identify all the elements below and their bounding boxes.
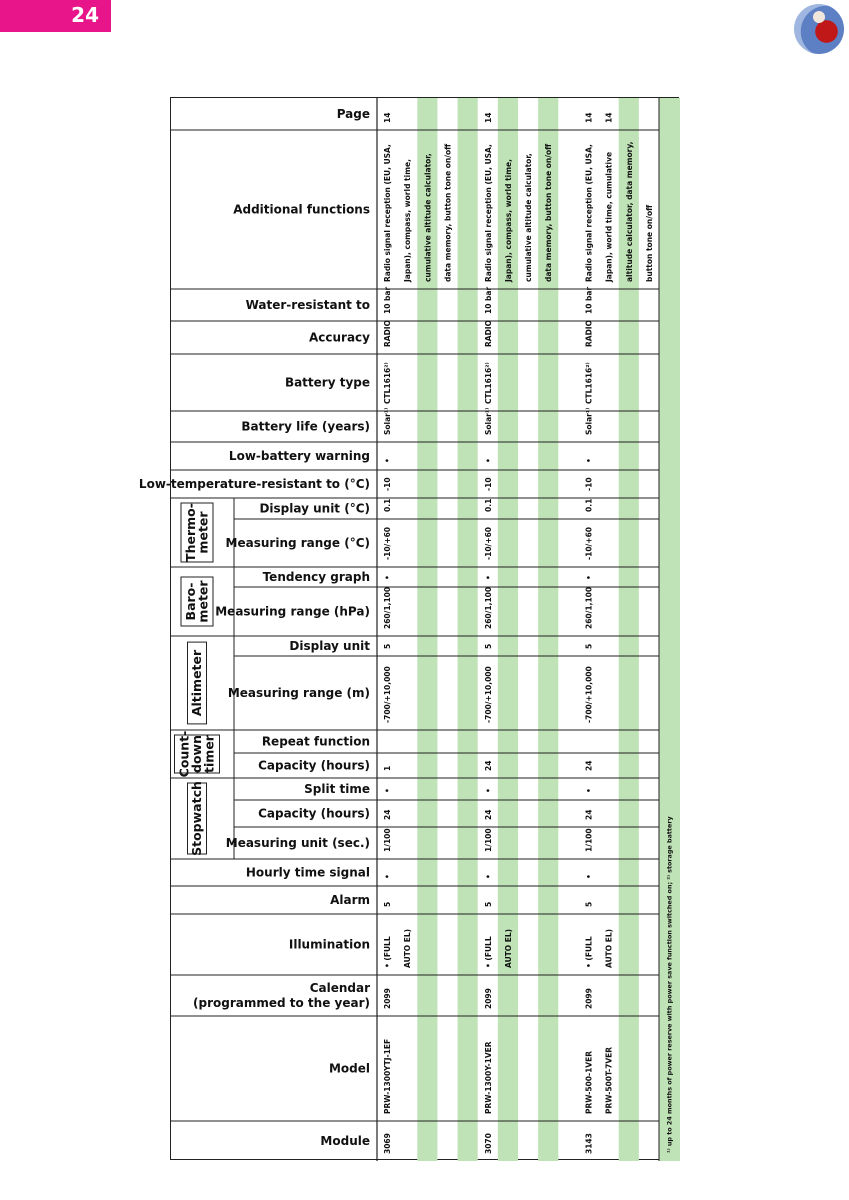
- cell-value: -10: [584, 477, 594, 491]
- cell-value: •: [383, 874, 393, 879]
- group-label: Count-: [176, 730, 192, 778]
- row-label: Repeat function: [261, 734, 370, 749]
- cell-value: RADIO: [584, 320, 594, 347]
- group-label: down: [189, 735, 204, 773]
- cell-value: Japan), compass, world time,: [503, 159, 513, 282]
- cell-value: 10 bar: [483, 286, 493, 314]
- spec-table-svg: [138, 98, 680, 1161]
- footnote: ¹⁾ up to 24 months of power reserve with power save function switched on; ²⁾ storage battery: [665, 816, 674, 1153]
- row-label: Alarm: [330, 893, 370, 907]
- cell-value: •: [483, 575, 493, 580]
- row-label: Capacity (hours): [258, 806, 370, 821]
- row-label: Display unit: [289, 639, 370, 653]
- cell-value: •: [383, 458, 393, 463]
- cell-value: 10 bar: [383, 286, 393, 314]
- cell-value: •: [584, 458, 594, 463]
- cell-value: 10 bar: [584, 286, 594, 314]
- cell-value: Japan), compass, world time,: [403, 159, 413, 282]
- cell-value: RADIO: [383, 320, 393, 347]
- green-column: [458, 98, 478, 1161]
- cell-value: -10/+60: [383, 526, 393, 560]
- page-number-tab: [0, 0, 111, 32]
- cell-value: 3143: [584, 1133, 594, 1154]
- row-label: Calendar: [309, 981, 370, 995]
- cell-value: 14: [584, 112, 594, 123]
- brand-logo-icon: [794, 4, 844, 54]
- cell-value: CTL1616²⁾: [483, 362, 493, 404]
- cell-value: 1/100: [383, 828, 393, 852]
- cell-value: AUTO EL): [604, 928, 614, 968]
- cell-value: RADIO: [483, 320, 493, 347]
- cell-value: 24: [383, 809, 393, 820]
- cell-value: •: [383, 788, 393, 793]
- cell-value: 24: [584, 809, 594, 820]
- cell-value: CTL1616²⁾: [584, 362, 594, 404]
- cell-value: data memory, button tone on/off: [544, 143, 554, 282]
- cell-value: AUTO EL): [403, 928, 413, 968]
- row-label: Battery life (years): [241, 419, 370, 434]
- cell-value: 1: [383, 765, 393, 771]
- row-label: Module: [320, 1134, 370, 1148]
- cell-value: CTL1616²⁾: [383, 362, 393, 404]
- cell-value: Radio signal reception (EU, USA,: [483, 144, 493, 282]
- cell-value: •: [483, 458, 493, 463]
- group-label: Baro-: [182, 582, 198, 621]
- row-label: Model: [328, 1061, 370, 1076]
- cell-value: •: [584, 788, 594, 793]
- cell-value: PRW-1300YTJ-1EF: [383, 1038, 393, 1114]
- cell-value: •: [584, 874, 594, 879]
- cell-value: 5: [383, 901, 393, 907]
- row-label: Hourly time signal: [245, 865, 370, 880]
- row-label: Water-resistant to: [245, 298, 370, 312]
- row-label: Tendency graph: [262, 570, 370, 584]
- cell-value: -700/+10,000: [483, 666, 493, 723]
- cell-value: cumulative altitude calculator,: [423, 153, 433, 282]
- cell-value: 5: [383, 643, 393, 649]
- cell-value: 2099: [383, 988, 393, 1009]
- group-label: Altimeter: [189, 649, 204, 717]
- cell-value: button tone on/off: [644, 204, 654, 282]
- cell-value: -700/+10,000: [584, 666, 594, 723]
- cell-value: 24: [483, 760, 493, 771]
- page-number: 24: [71, 3, 99, 27]
- row-label: Low-temperature-resistant to (°C): [138, 477, 370, 491]
- cell-value: -10: [483, 477, 493, 491]
- cell-value: 2099: [584, 988, 594, 1009]
- cell-value: -10: [383, 477, 393, 491]
- cell-value: 1/100: [584, 828, 594, 852]
- cell-value: 14: [383, 112, 393, 123]
- group-label: meter: [195, 511, 211, 554]
- row-label: Measuring range (hPa): [215, 604, 370, 619]
- row-label: Display unit (°C): [259, 501, 370, 516]
- cell-value: Radio signal reception (EU, USA,: [584, 144, 594, 282]
- cell-value: Radio signal reception (EU, USA,: [383, 144, 393, 282]
- row-label: Low-battery warning: [228, 449, 370, 463]
- row-label: Illumination: [288, 937, 370, 952]
- cell-value: • (FULL: [483, 936, 493, 968]
- cell-value: 2099: [483, 988, 493, 1009]
- cell-value: •: [483, 874, 493, 879]
- cell-value: cumulative altitude calculator,: [524, 153, 534, 282]
- row-label: Measuring range (°C): [225, 536, 370, 550]
- cell-value: 0.1: [483, 498, 493, 512]
- cell-value: 5: [483, 901, 493, 907]
- row-label: Additional functions: [233, 202, 370, 217]
- cell-value: Japan), world time, cumulative: [604, 151, 614, 282]
- row-label: Battery type: [284, 375, 370, 390]
- cell-value: -10/+60: [483, 526, 493, 560]
- cell-value: •: [483, 788, 493, 793]
- cell-value: 260/1,100: [383, 586, 393, 629]
- cell-value: 3070: [483, 1133, 493, 1154]
- row-label: Accuracy: [308, 330, 370, 345]
- cell-value: 0.1: [383, 498, 393, 512]
- cell-value: AUTO EL): [503, 928, 513, 968]
- cell-value: 14: [483, 112, 493, 123]
- cell-value: 260/1,100: [483, 586, 493, 629]
- cell-value: 5: [584, 901, 594, 907]
- cell-value: 24: [483, 809, 493, 820]
- row-label: Page: [336, 107, 370, 121]
- cell-value: •: [383, 575, 393, 580]
- cell-value: • (FULL: [383, 936, 393, 968]
- row-label: Split time: [304, 782, 370, 796]
- cell-value: 260/1,100: [584, 586, 594, 629]
- row-label: Measuring unit (sec.): [225, 836, 370, 850]
- cell-value: 1/100: [483, 828, 493, 852]
- row-label: Measuring range (m): [227, 686, 370, 700]
- cell-value: PRW-1300Y-1VER: [483, 1041, 493, 1114]
- cell-value: 3069: [383, 1133, 393, 1154]
- cell-value: 14: [604, 112, 614, 123]
- cell-value: Solar¹⁾: [483, 407, 493, 435]
- spec-table: [138, 97, 679, 1160]
- group-label: Thermo-: [182, 503, 198, 562]
- cell-value: PRW-500-1VER: [584, 1050, 594, 1114]
- cell-value: -700/+10,000: [383, 666, 393, 723]
- group-label: Stopwatch: [189, 781, 204, 856]
- group-label: timer: [201, 735, 217, 773]
- cell-value: • (FULL: [584, 936, 594, 968]
- cell-value: 24: [584, 760, 594, 771]
- row-label: (programmed to the year): [193, 996, 370, 1010]
- cell-value: 0.1: [584, 498, 594, 512]
- cell-value: •: [584, 575, 594, 580]
- row-label: Capacity (hours): [258, 758, 370, 773]
- cell-value: PRW-500T-7VER: [604, 1046, 614, 1114]
- cell-value: 5: [584, 643, 594, 649]
- cell-value: -10/+60: [584, 526, 594, 560]
- cell-value: Solar¹⁾: [584, 407, 594, 435]
- cell-value: data memory, button tone on/off: [443, 143, 453, 282]
- cell-value: 5: [483, 643, 493, 649]
- group-label: meter: [195, 580, 211, 623]
- cell-value: altitude calculator, data memory,: [624, 141, 634, 282]
- cell-value: Solar¹⁾: [383, 407, 393, 435]
